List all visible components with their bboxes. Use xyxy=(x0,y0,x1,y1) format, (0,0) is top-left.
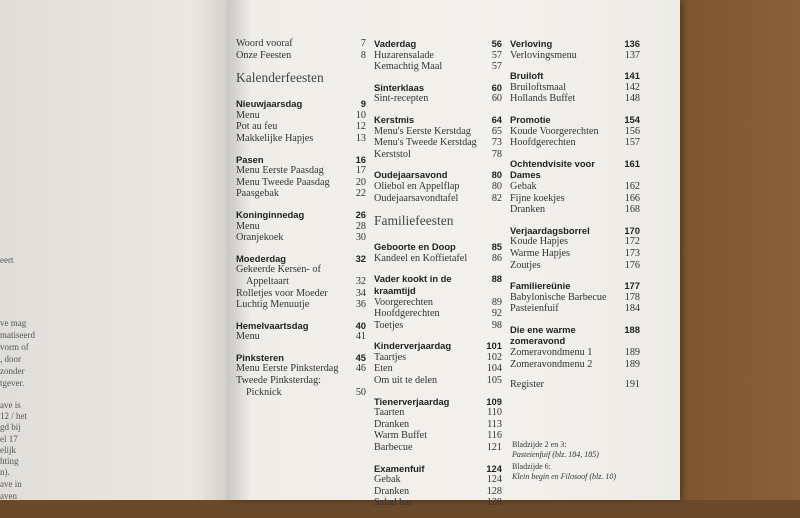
toc-section-title-row[interactable] xyxy=(236,154,366,166)
toc-section xyxy=(236,209,366,244)
toc-section xyxy=(374,82,502,105)
entry-label: Tweede Pinksterdag: xyxy=(236,375,322,387)
toc-entry[interactable] xyxy=(374,308,502,320)
section-title: Oudejaarsavond xyxy=(374,169,448,181)
section-title: Die ene warme zomeravond xyxy=(510,323,576,347)
toc-entry[interactable] xyxy=(374,253,502,265)
toc-section xyxy=(510,379,640,391)
page-number: 154 xyxy=(624,113,640,125)
toc-section xyxy=(510,158,640,216)
toc-entry[interactable] xyxy=(236,133,366,145)
toc-entry[interactable] xyxy=(374,297,502,309)
page-number: 86 xyxy=(491,252,502,264)
page-number: 142 xyxy=(624,81,640,93)
toc-entry[interactable] xyxy=(236,331,366,343)
toc-entry[interactable] xyxy=(236,387,366,399)
page-number: 128 xyxy=(486,485,502,497)
page-number: 80 xyxy=(491,180,502,192)
entry-label: Warm Buffet xyxy=(374,430,428,442)
entry-label: Dranken xyxy=(374,485,410,497)
toc-entry[interactable] xyxy=(510,204,640,216)
toc-section-title-row[interactable] xyxy=(510,280,640,292)
page-number: 178 xyxy=(624,291,640,303)
toc-section xyxy=(510,324,640,370)
entry-label: Kemachtig Maal xyxy=(374,61,443,73)
page-number: 22 xyxy=(355,188,366,200)
page-number: 141 xyxy=(624,70,640,82)
entry-label: Om uit te delen xyxy=(374,375,438,387)
page-number: 13 xyxy=(355,132,366,144)
toc-entry[interactable] xyxy=(510,303,640,315)
page-number: 176 xyxy=(624,259,640,271)
note-label: Bladzijde 6: xyxy=(512,462,551,471)
toc-section xyxy=(236,98,366,144)
toc-section-title-row[interactable] xyxy=(374,463,502,475)
toc-section xyxy=(510,70,640,105)
entry-label: Pasteienfuif xyxy=(510,303,559,315)
toc-entry[interactable] xyxy=(374,363,502,375)
page-number: 121 xyxy=(486,442,502,454)
illustration-notes xyxy=(512,440,616,482)
toc-column-3 xyxy=(510,38,640,400)
page-number: 80 xyxy=(491,169,502,181)
page-number: 189 xyxy=(624,347,640,359)
page-number: 57 xyxy=(491,49,502,61)
entry-label: Hoofdgerechten xyxy=(510,137,576,149)
left-page-text-fragment: 12 / het xyxy=(0,411,27,421)
note-1 xyxy=(512,440,616,450)
entry-label: Oudejaarsavondtafel xyxy=(374,192,459,204)
page-number: 82 xyxy=(491,192,502,204)
entry-label: Barbecue xyxy=(374,442,413,454)
left-page-text-fragment: el 17 xyxy=(0,434,18,444)
page-number: 113 xyxy=(487,418,502,430)
section-title: Vader kookt in de kraamtijd xyxy=(374,273,452,296)
entry-label: Zomeravondmenu 1 xyxy=(510,347,593,359)
entry-label: Koude Voorgerechten xyxy=(510,125,599,137)
page-number: 172 xyxy=(624,236,640,248)
toc-section xyxy=(374,114,502,160)
toc-entry[interactable] xyxy=(374,352,502,364)
left-page-text-fragment: aven xyxy=(0,491,17,501)
left-page-text-fragment: vorm of xyxy=(0,342,29,352)
toc-entry[interactable] xyxy=(374,137,502,149)
entry-label: Taarten xyxy=(374,407,405,419)
page-number: 45 xyxy=(355,351,366,363)
section-title: Geboorte en Doop xyxy=(374,241,456,253)
page-number: 184 xyxy=(624,303,640,315)
toc-entry[interactable] xyxy=(374,407,502,419)
toc-entry[interactable] xyxy=(236,288,366,300)
page-number: 30 xyxy=(355,232,366,244)
toc-entry[interactable] xyxy=(510,50,640,62)
toc-entry[interactable] xyxy=(374,126,502,138)
section-title: Kinderverjaardag xyxy=(374,340,452,352)
note-detail: Pasteienfuif (blz. 184, 185) xyxy=(512,450,599,459)
page-number: 8 xyxy=(360,49,366,61)
entry-label: Huzarensalade xyxy=(374,49,434,61)
toc-entry[interactable] xyxy=(236,299,366,311)
left-page-text-fragment: eert xyxy=(0,255,14,265)
entry-label: Babylonische Barbecue xyxy=(510,291,607,303)
page-number: 16 xyxy=(355,153,366,165)
section-group-heading: Kalenderfeesten xyxy=(236,70,324,86)
entry-label: Voorgerechten xyxy=(374,296,434,308)
page-number: 26 xyxy=(355,208,366,220)
section-title: Nieuwjaarsdag xyxy=(236,98,303,110)
toc-section xyxy=(510,38,640,61)
entry-label: Toetjes xyxy=(374,319,404,331)
left-page-text-fragment: n). xyxy=(0,467,10,477)
toc-section xyxy=(236,38,366,61)
note-1-detail xyxy=(512,450,616,460)
section-title: Moederdag xyxy=(236,252,287,264)
toc-entry[interactable] xyxy=(236,188,366,200)
entry-label: Gekeerde Kersen- of xyxy=(236,264,321,276)
entry-label: Menu's Tweede Kerstdag xyxy=(374,137,477,149)
toc-section xyxy=(374,38,502,73)
entry-label: Warme Hapjes xyxy=(510,247,570,259)
toc-entry[interactable] xyxy=(510,260,640,272)
page-number: 41 xyxy=(355,331,366,343)
toc-entry[interactable] xyxy=(236,232,366,244)
toc-section xyxy=(374,340,502,386)
toc-section xyxy=(236,154,366,200)
toc-entry[interactable] xyxy=(236,375,366,387)
left-page-text-fragment: , door xyxy=(0,354,21,364)
page-number: 188 xyxy=(624,323,640,335)
entry-label: Zoutjes xyxy=(510,259,541,271)
entry-label: Menu Eerste Paasdag xyxy=(236,165,324,177)
toc-entry[interactable] xyxy=(236,264,366,276)
toc-entry[interactable] xyxy=(374,50,502,62)
section-title: Vaderdag xyxy=(374,38,417,49)
section-title: Koninginnedag xyxy=(236,208,305,220)
left-page-text-fragment: zonder xyxy=(0,366,25,376)
entry-label: Picknick xyxy=(246,386,282,398)
toc-entry[interactable] xyxy=(374,375,502,387)
page-number: 17 xyxy=(355,165,366,177)
toc-section-title-row[interactable] xyxy=(236,209,366,221)
page-number: 177 xyxy=(624,280,640,292)
page-number: 166 xyxy=(624,192,640,204)
page-number: 124 xyxy=(486,462,502,474)
page-number: 109 xyxy=(486,395,502,407)
toc-section-title-row[interactable] xyxy=(510,225,640,237)
page-number: 128 xyxy=(486,497,502,509)
entry-label: Bruiloftsmaal xyxy=(510,81,567,93)
toc-entry[interactable] xyxy=(374,93,502,105)
entry-label: Fijne koekjes xyxy=(510,192,565,204)
entry-label: Appeltaart xyxy=(246,275,289,287)
toc-entry[interactable] xyxy=(236,363,366,375)
section-title: Pasen xyxy=(236,153,264,165)
page-number: 65 xyxy=(491,125,502,137)
page-number: 136 xyxy=(624,38,640,49)
page-number: 57 xyxy=(491,61,502,73)
page-number: 110 xyxy=(487,407,502,419)
toc-column-2 xyxy=(374,38,502,518)
page-number: 73 xyxy=(491,137,502,149)
toc-section-title-row[interactable] xyxy=(510,324,640,347)
toc-section-title-row[interactable] xyxy=(374,340,502,352)
section-title: Sinterklaas xyxy=(374,81,425,93)
page-number: 92 xyxy=(491,308,502,320)
entry-label: Menu Eerste Pinksterdag xyxy=(236,363,339,375)
page-number: 89 xyxy=(491,296,502,308)
page-number: 137 xyxy=(624,49,640,61)
left-page-text-fragment: matiseerd xyxy=(0,330,35,340)
page-number: 98 xyxy=(491,319,502,331)
left-page-text-fragment: elijk xyxy=(0,445,16,455)
toc-section xyxy=(510,280,640,315)
note-detail: Klein begin en Filosoof (blz. 10) xyxy=(512,472,616,481)
entry-label: Menu Tweede Paasdag xyxy=(236,176,330,188)
toc-entry[interactable] xyxy=(374,149,502,161)
section-title: Examenfuif xyxy=(374,462,425,474)
entry-label: Eten xyxy=(374,363,393,375)
entry-label: Gebak xyxy=(374,474,401,486)
entry-label: Zomeravondmenu 2 xyxy=(510,358,593,370)
toc-entry[interactable] xyxy=(236,38,366,50)
toc-section xyxy=(374,396,502,454)
page-number: 101 xyxy=(486,340,502,352)
toc-entry[interactable] xyxy=(374,320,502,332)
page-number: 12 xyxy=(355,121,366,133)
toc-column-1 xyxy=(236,38,366,407)
toc-section xyxy=(236,253,366,311)
entry-label: Woord vooraf xyxy=(236,38,293,49)
entry-label: Onze Feesten xyxy=(236,49,292,61)
page-number: 36 xyxy=(355,299,366,311)
toc-section xyxy=(374,169,502,204)
section-title: Familiereünie xyxy=(510,280,571,292)
page-number: 156 xyxy=(624,125,640,137)
page-number: 189 xyxy=(624,358,640,370)
page-number: 32 xyxy=(355,275,366,287)
toc-section xyxy=(374,463,502,509)
toc-section xyxy=(510,225,640,271)
toc-section-title-row[interactable] xyxy=(236,352,366,364)
entry-label: Paasgebak xyxy=(236,188,279,200)
entry-label: Sint-recepten xyxy=(374,93,429,105)
toc-entry[interactable] xyxy=(374,419,502,431)
entry-label: Hollands Buffet xyxy=(510,93,576,105)
toc-entry[interactable] xyxy=(236,121,366,133)
page-number: 60 xyxy=(491,81,502,93)
toc-entry[interactable] xyxy=(510,248,640,260)
left-page-text-fragment: ave is xyxy=(0,400,21,410)
toc-entry[interactable] xyxy=(510,126,640,138)
toc-entry[interactable] xyxy=(510,347,640,359)
section-title: Verloving xyxy=(510,38,553,49)
page-number: 50 xyxy=(355,386,366,398)
section-title: Tienerverjaardag xyxy=(374,395,450,407)
entry-label: Menu xyxy=(236,331,260,343)
toc-section-title-row[interactable] xyxy=(236,253,366,265)
page-number: 148 xyxy=(624,93,640,105)
left-page-text-fragment: gd bij xyxy=(0,422,21,432)
toc-section-title-row[interactable] xyxy=(510,38,640,50)
page-number: 64 xyxy=(491,113,502,125)
page-number: 173 xyxy=(624,247,640,259)
page-number: 162 xyxy=(624,180,640,192)
entry-label: Koude Hapjes xyxy=(510,236,568,248)
entry-label: Menu xyxy=(236,109,260,121)
toc-entry[interactable] xyxy=(510,82,640,94)
toc-entry[interactable] xyxy=(374,61,502,73)
toc-entry[interactable] xyxy=(510,379,640,391)
entry-label: Luchtig Menuutje xyxy=(236,299,310,311)
entry-label: Menu xyxy=(236,220,260,232)
entry-label: Dranken xyxy=(510,204,546,216)
section-title: Promotie xyxy=(510,113,551,125)
toc-entry[interactable] xyxy=(510,193,640,205)
entry-label: Hoofdgerechten xyxy=(374,308,440,320)
page-number: 32 xyxy=(355,252,366,264)
toc-section-title-row[interactable] xyxy=(236,320,366,332)
page-number: 28 xyxy=(355,220,366,232)
page-number: 85 xyxy=(491,241,502,253)
toc-section xyxy=(510,114,640,149)
toc-section xyxy=(236,320,366,343)
page-number: 191 xyxy=(624,379,640,391)
entry-label: Kandeel en Koffietafel xyxy=(374,252,468,264)
section-title: Verjaardagsborrel xyxy=(510,224,590,236)
toc-section-title-row[interactable] xyxy=(374,273,502,296)
page-number: 104 xyxy=(486,363,502,375)
toc-section-title-row[interactable] xyxy=(236,98,366,110)
left-page-text-fragment: hting xyxy=(0,456,19,466)
page-number: 46 xyxy=(355,363,366,375)
toc-section-title-row[interactable] xyxy=(374,169,502,181)
toc-section-title-row[interactable] xyxy=(374,82,502,94)
toc-entry[interactable] xyxy=(374,442,502,454)
toc-entry[interactable] xyxy=(236,177,366,189)
toc-entry[interactable] xyxy=(374,497,502,509)
entry-label: Gebak xyxy=(510,180,537,192)
entry-label: Oliebol en Appelflap xyxy=(374,180,460,192)
entry-label: Menu's Eerste Kerstdag xyxy=(374,125,471,137)
toc-entry[interactable] xyxy=(236,165,366,177)
section-title: Ochtendvisite voor Dames xyxy=(510,157,595,181)
toc-section-title-row[interactable] xyxy=(374,241,502,253)
toc-section xyxy=(236,352,366,398)
toc-entry[interactable] xyxy=(374,193,502,205)
entry-label: Oranjekoek xyxy=(236,232,284,244)
toc-section-title-row[interactable] xyxy=(510,70,640,82)
toc-entry[interactable] xyxy=(374,181,502,193)
entry-label: Verlovingsmenu xyxy=(510,49,577,61)
toc-section-title-row[interactable] xyxy=(510,158,640,181)
toc-entry[interactable] xyxy=(236,50,366,62)
page-number: 7 xyxy=(360,38,366,49)
toc-entry[interactable] xyxy=(374,430,502,442)
toc-section-title-row[interactable] xyxy=(510,114,640,126)
note-label: Bladzijde 2 en 3: xyxy=(512,440,567,449)
page-number: 10 xyxy=(355,109,366,121)
note-2-detail xyxy=(512,472,616,482)
left-page-text-fragment: tgever. xyxy=(0,378,25,388)
toc-entry[interactable] xyxy=(236,221,366,233)
page-number: 78 xyxy=(491,148,502,160)
toc-entry[interactable] xyxy=(374,474,502,486)
toc-entry[interactable] xyxy=(236,110,366,122)
toc-section-title-row[interactable] xyxy=(374,114,502,126)
section-title: Kerstmis xyxy=(374,113,415,125)
entry-label: Kerststol xyxy=(374,148,411,160)
toc-entry[interactable] xyxy=(510,236,640,248)
page-number: 124 xyxy=(486,474,502,486)
page-number: 9 xyxy=(360,98,366,110)
toc-entry[interactable] xyxy=(374,486,502,498)
page-number: 34 xyxy=(355,287,366,299)
page-number: 161 xyxy=(624,157,640,169)
entry-label: Dranken xyxy=(374,418,410,430)
entry-label: Makkelijke Hapjes xyxy=(236,132,314,144)
entry-label: Rolletjes voor Moeder xyxy=(236,287,328,299)
section-group-heading: Familiefeesten xyxy=(374,213,454,229)
toc-entry[interactable] xyxy=(236,276,366,288)
entry-label: Register xyxy=(510,379,544,391)
toc-section-title-row[interactable] xyxy=(374,38,502,50)
page-number: 60 xyxy=(491,93,502,105)
section-title: Pinksteren xyxy=(236,351,284,363)
toc-entry[interactable] xyxy=(510,359,640,371)
page-number: 168 xyxy=(624,204,640,216)
section-title: Hemelvaartsdag xyxy=(236,319,309,331)
page-number: 40 xyxy=(355,319,366,331)
note-2 xyxy=(512,462,616,472)
page-number: 102 xyxy=(486,351,502,363)
page-number: 88 xyxy=(491,273,502,285)
page-number: 157 xyxy=(624,137,640,149)
page-number: 170 xyxy=(624,224,640,236)
entry-label: Taartjes xyxy=(374,351,407,363)
toc-entry[interactable] xyxy=(510,93,640,105)
section-title: Bruiloft xyxy=(510,70,544,82)
page-number: 56 xyxy=(491,38,502,49)
entry-label: Salad bar xyxy=(374,497,413,509)
toc-section-title-row[interactable] xyxy=(374,396,502,408)
toc-section xyxy=(374,273,502,331)
left-page xyxy=(0,0,230,500)
toc-section xyxy=(374,241,502,264)
toc-entry[interactable] xyxy=(510,137,640,149)
page-number: 20 xyxy=(355,176,366,188)
left-page-text-fragment: ve mag xyxy=(0,318,27,328)
toc-entry[interactable] xyxy=(510,292,640,304)
entry-label: Pot au feu xyxy=(236,121,278,133)
page-number: 116 xyxy=(487,430,502,442)
page-number: 105 xyxy=(486,375,502,387)
toc-entry[interactable] xyxy=(510,181,640,193)
left-page-text-fragment: ave in xyxy=(0,479,22,489)
